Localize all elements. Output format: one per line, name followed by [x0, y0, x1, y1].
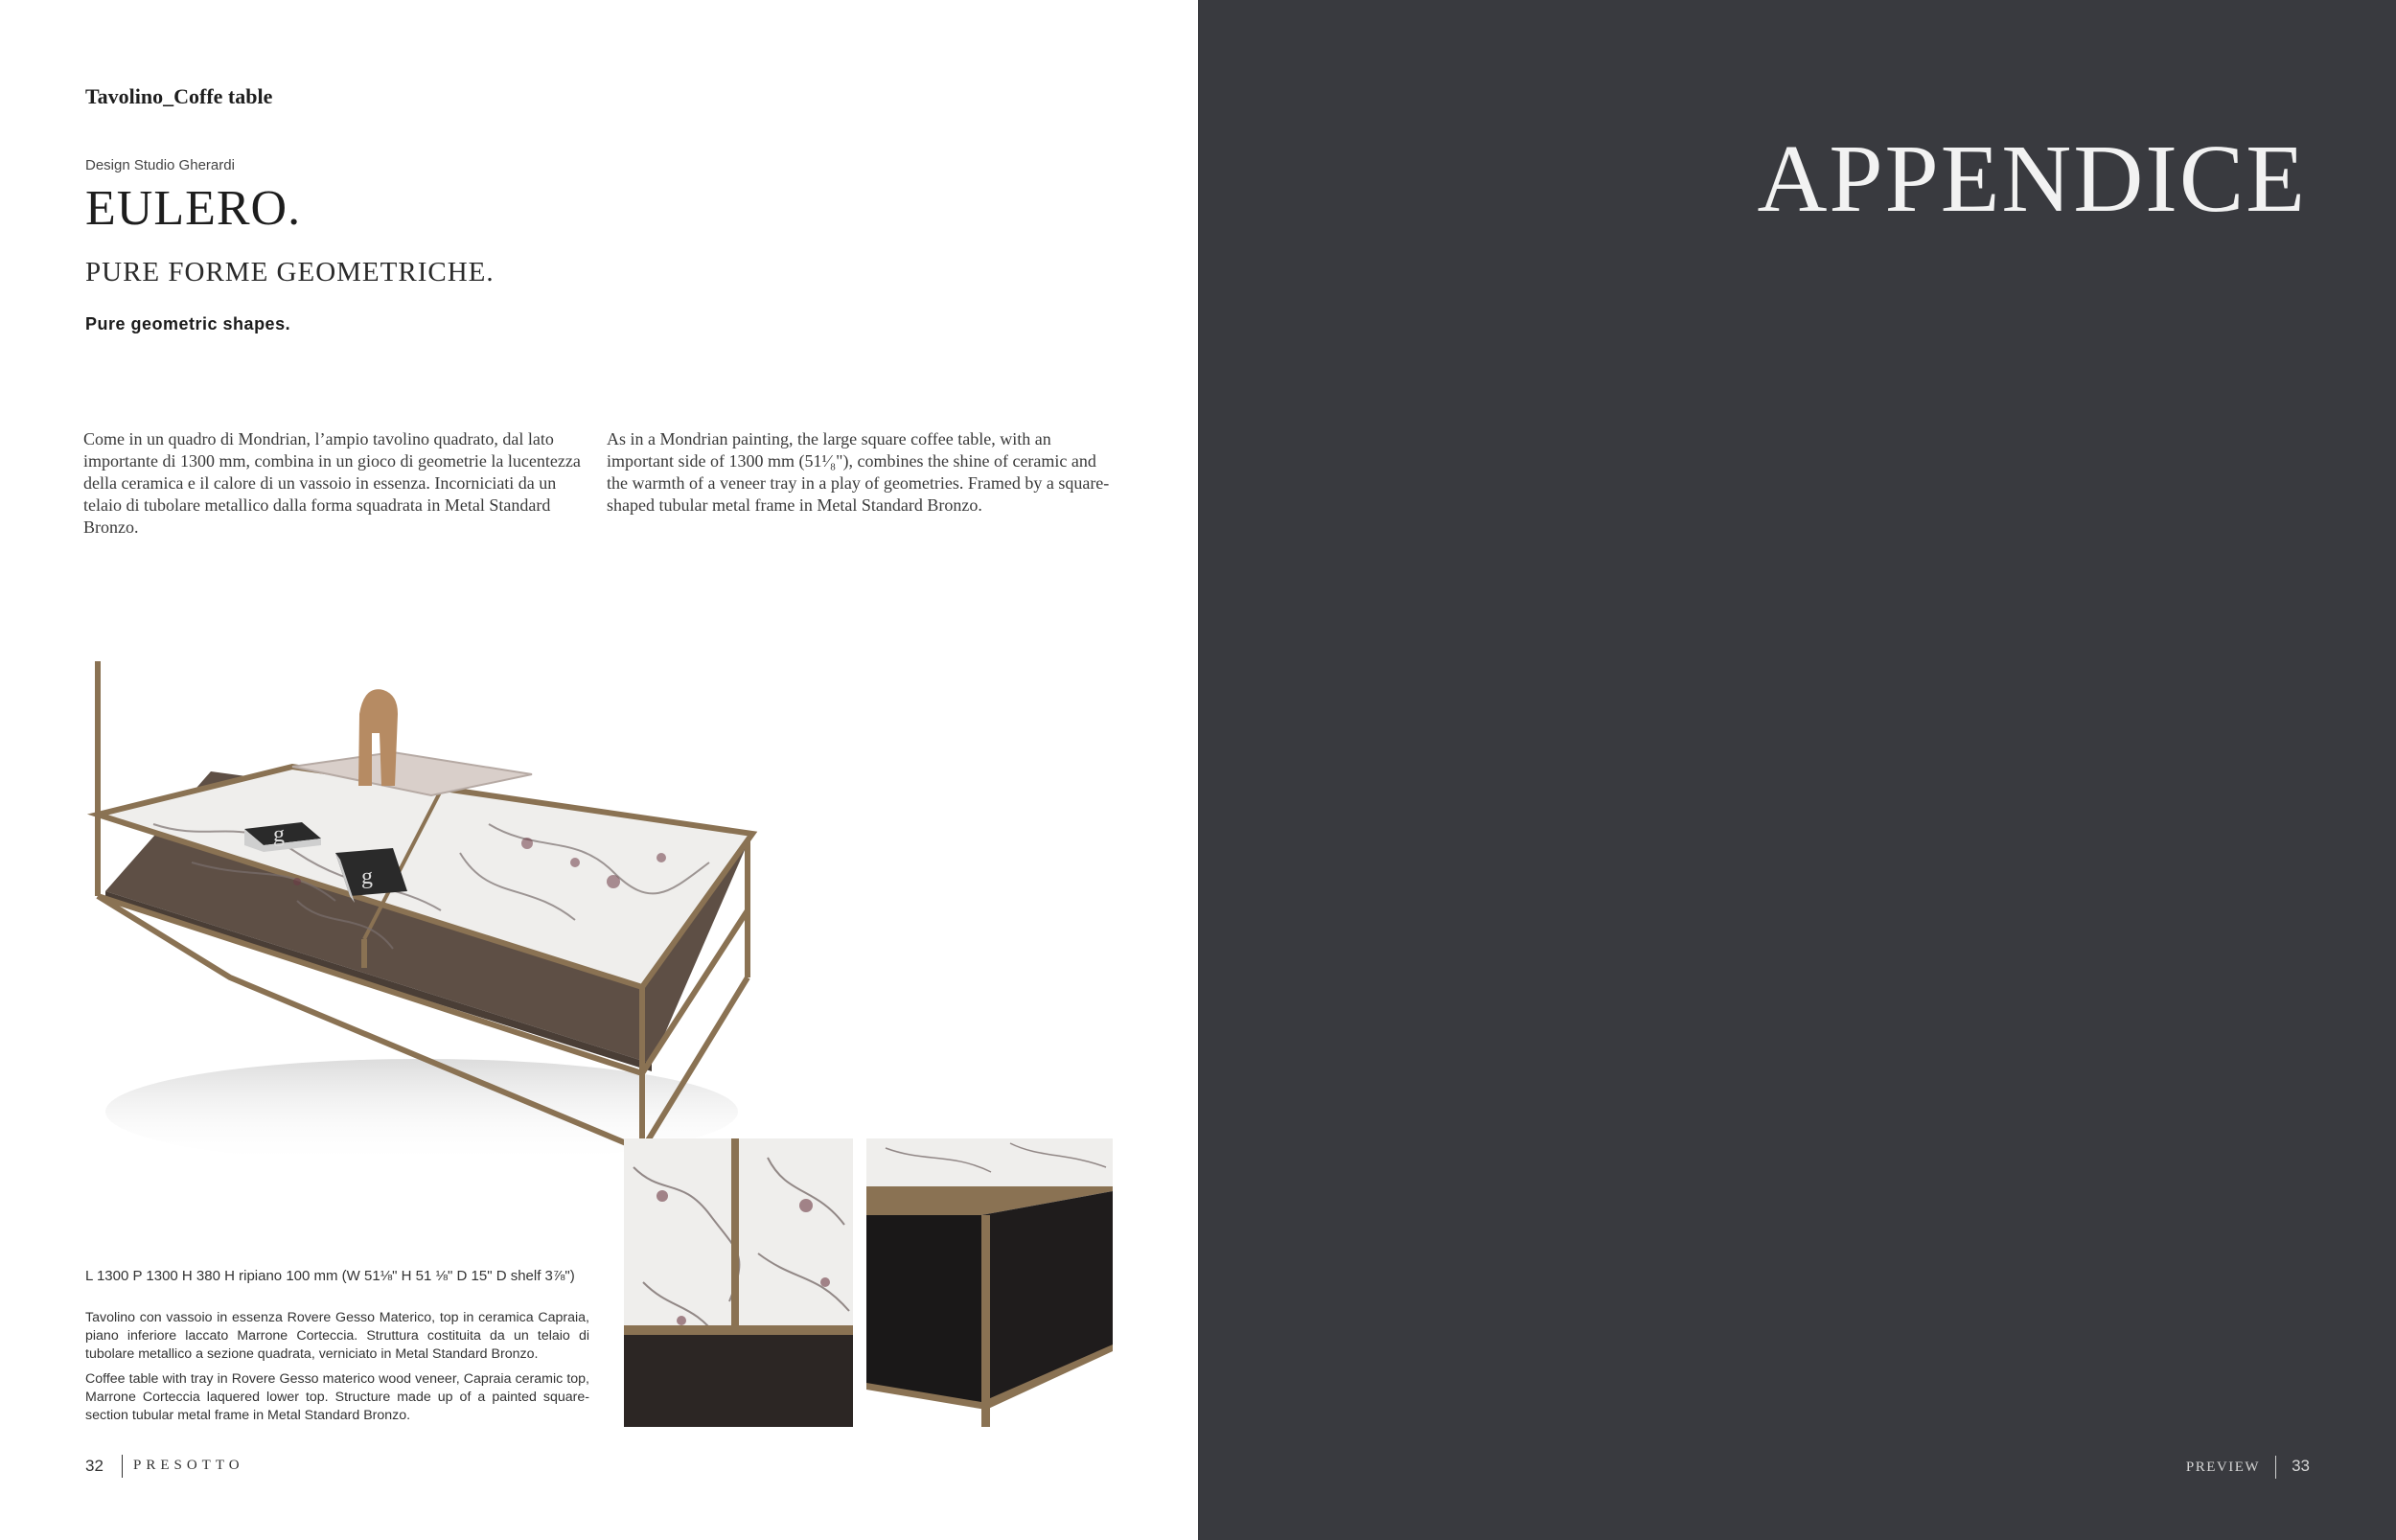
designer-credit: Design Studio Gherardi — [85, 157, 235, 173]
appendix-title: APPENDICE — [1757, 125, 2307, 232]
detail-photo-corner — [866, 1138, 1113, 1427]
description-italian: Tavolino con vassoio in essenza Rovere Gesso Materico, top in ceramica Capraia, piano inferiore laccato Marrone Corteccia. Struttura costituita da un telaio di tubolare metallico a sezione quadrata, verniciato in Metal Standard Bronzo. — [85, 1310, 589, 1362]
preview-label: PREVIEW — [2185, 1460, 2261, 1476]
detail-photo-top — [624, 1138, 853, 1427]
svg-text:g: g — [273, 822, 285, 847]
coffee-table-photo — [77, 661, 767, 1179]
dimensions-text: L 1300 P 1300 H 380 H ripiano 100 mm (W 51⅛" H 51 ⅛" D 15" D shelf 3⅞") — [85, 1268, 575, 1284]
subtitle-italian: PURE FORME GEOMETRICHE. — [85, 257, 495, 287]
description-english: Coffee table with tray in Rovere Gesso materico wood veneer, Capraia ceramic top, Marrone Corteccia laquered lower top. Structure made up of a painted square-section tubular metal frame in Metal Standard Bronzo. — [85, 1371, 589, 1423]
svg-text:g: g — [361, 864, 373, 889]
footer-divider-left — [122, 1455, 123, 1478]
subtitle-english: Pure geometric shapes. — [85, 314, 291, 333]
brand-name: PRESOTTO — [133, 1458, 244, 1473]
page-number-left: 32 — [85, 1457, 104, 1475]
right-page — [1198, 0, 2396, 1540]
body-text-italian: Come in un quadro di Mondrian, l’ampio tavolino quadrato, dal lato importante di 1300 mm, combina in un gioco di geometrie la lucentezza della ceramica e il calore di un vassoio in essenza. Incorniciati da un telaio di tubolare metallico dalla forma squadrata in Metal Standard Bronzo. — [83, 429, 581, 537]
product-name: EULERO. — [85, 181, 302, 236]
page-number-right: 33 — [2292, 1457, 2310, 1476]
footer-right — [2186, 1456, 2310, 1479]
body-text-english: As in a Mondrian painting, the large square coffee table, with an important side of 1300 mm (51¹⁄₈"), combines the shine of ceramic and the warmth of a veneer tray in a play of geometries. Framed by a square-shaped tubular metal frame in Metal Standard Bronzo. — [607, 429, 1110, 515]
footer-divider-right — [2275, 1456, 2276, 1479]
section-label: Tavolino_Coffe table — [85, 84, 273, 108]
